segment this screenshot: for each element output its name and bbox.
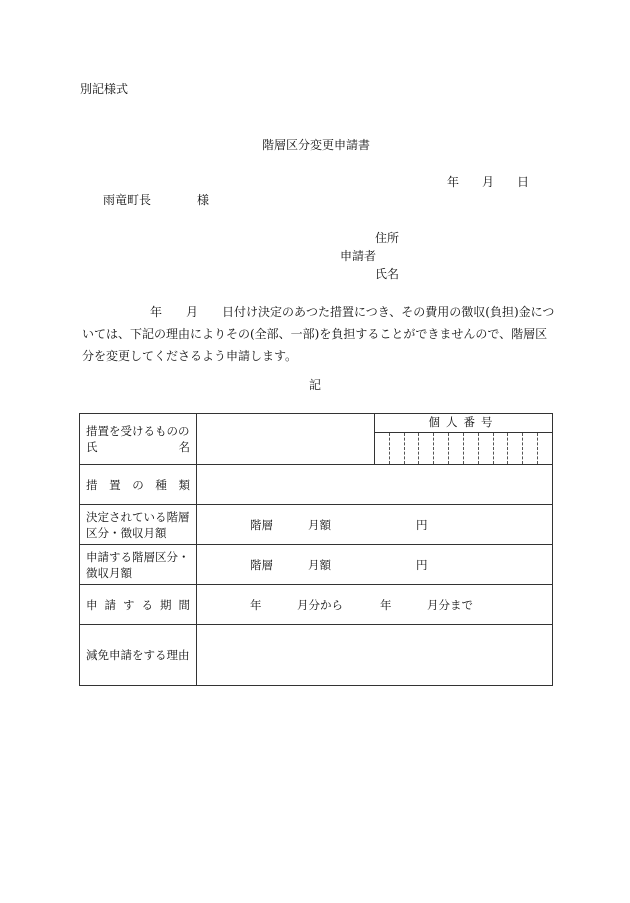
decided-level-field[interactable] xyxy=(197,505,553,545)
period-end-month: 月分まで xyxy=(427,598,473,612)
measure-type-char: 置 xyxy=(109,477,121,492)
recipient-label-surname: 氏 xyxy=(86,440,98,454)
reason-label: 減免申請をする理由 xyxy=(86,648,190,662)
individual-number-digits xyxy=(375,433,552,464)
paragraph-line-3: 分を変更してくださるよう申請します。 xyxy=(82,349,298,363)
period-label-cell xyxy=(80,585,197,625)
date-year-label: 年 xyxy=(447,175,460,189)
table-row-reason xyxy=(80,625,553,686)
table-row-recipient xyxy=(80,414,553,465)
period-char: 請 xyxy=(104,597,116,612)
request-paragraph xyxy=(82,301,554,367)
requested-level-label-line1: 申請する階層区分・ xyxy=(86,549,190,564)
date-day-label: 日 xyxy=(517,175,530,189)
name-label: 氏名 xyxy=(375,267,400,281)
period-char: 期 xyxy=(160,597,172,612)
paragraph-line-2: いては、下記の理由によりその(全部、一部)を負担することができませんので、階層区 xyxy=(82,327,548,341)
recipient-label-line2 xyxy=(86,439,196,455)
digit-box[interactable] xyxy=(478,433,493,464)
decided-level-label-line1: 決定されている階層 xyxy=(86,509,190,524)
decided-yen-unit: 円 xyxy=(416,518,428,532)
measure-type-label-cell xyxy=(80,465,197,505)
period-field[interactable] xyxy=(197,585,553,625)
recipient-label-given: 名 xyxy=(178,440,190,454)
digit-box[interactable] xyxy=(463,433,478,464)
date-month-label: 月 xyxy=(482,175,495,189)
requested-level-field[interactable] xyxy=(197,545,553,585)
digit-box[interactable] xyxy=(522,433,537,464)
period-start-year: 年 xyxy=(250,598,262,612)
table-row-requested-level xyxy=(80,545,553,585)
measure-type-label xyxy=(86,477,196,493)
reason-label-cell xyxy=(80,625,197,686)
digit-box[interactable] xyxy=(537,433,552,464)
addressee-honorific: 様 xyxy=(197,193,210,207)
recipient-name-field[interactable] xyxy=(197,414,375,465)
period-end-year: 年 xyxy=(380,598,392,612)
requested-level-label-line2: 徴収月額 xyxy=(86,565,132,580)
digit-box[interactable] xyxy=(404,433,419,464)
requested-level-label-cell xyxy=(80,545,197,585)
table-row-period xyxy=(80,585,553,625)
individual-number-header: 個人番号 xyxy=(375,414,552,433)
digit-box[interactable] xyxy=(507,433,522,464)
paragraph-line-1: 年 月 日付け決定のあつた措置につき、その費用の徴収(負担)金につ xyxy=(150,305,555,319)
page-title: 階層区分変更申請書 xyxy=(262,138,371,152)
decided-level-label-line2: 区分・徴収月額 xyxy=(86,525,167,540)
measure-type-field[interactable] xyxy=(197,465,553,505)
decided-level-unit: 階層 xyxy=(250,518,273,532)
addressee-name: 雨竜町長 xyxy=(103,193,152,207)
decided-level-label-cell xyxy=(80,505,197,545)
requested-level-unit: 階層 xyxy=(250,558,273,572)
measure-type-char: 措 xyxy=(86,477,98,492)
recipient-label-line1: 措置を受けるものの xyxy=(86,424,190,438)
application-table xyxy=(79,413,553,686)
requested-yen-unit: 円 xyxy=(416,558,428,572)
measure-type-char: 種 xyxy=(155,477,167,492)
period-char: す xyxy=(123,597,135,612)
digit-box[interactable] xyxy=(418,433,433,464)
measure-type-char: 類 xyxy=(178,477,190,492)
note-label: 記 xyxy=(309,378,322,392)
table-row-decided-level xyxy=(80,505,553,545)
address-label: 住所 xyxy=(375,231,400,245)
period-char: 申 xyxy=(86,597,98,612)
period-char: る xyxy=(141,597,153,612)
form-label: 別記様式 xyxy=(80,82,129,96)
reason-field[interactable] xyxy=(197,625,553,686)
applicant-label: 申請者 xyxy=(340,249,377,263)
table-row-measure-type xyxy=(80,465,553,505)
decided-monthly-label: 月額 xyxy=(308,518,331,532)
requested-monthly-label: 月額 xyxy=(308,558,331,572)
period-start-month: 月分から xyxy=(297,598,343,612)
digit-box[interactable] xyxy=(493,433,508,464)
digit-box[interactable] xyxy=(433,433,448,464)
individual-number-cell xyxy=(375,414,553,465)
digit-box[interactable] xyxy=(389,433,404,464)
measure-type-char: の xyxy=(132,477,144,492)
recipient-label-cell xyxy=(80,414,197,465)
digit-box[interactable] xyxy=(448,433,463,464)
digit-box[interactable] xyxy=(375,433,389,464)
period-char: 間 xyxy=(178,597,190,612)
period-label xyxy=(86,597,196,613)
